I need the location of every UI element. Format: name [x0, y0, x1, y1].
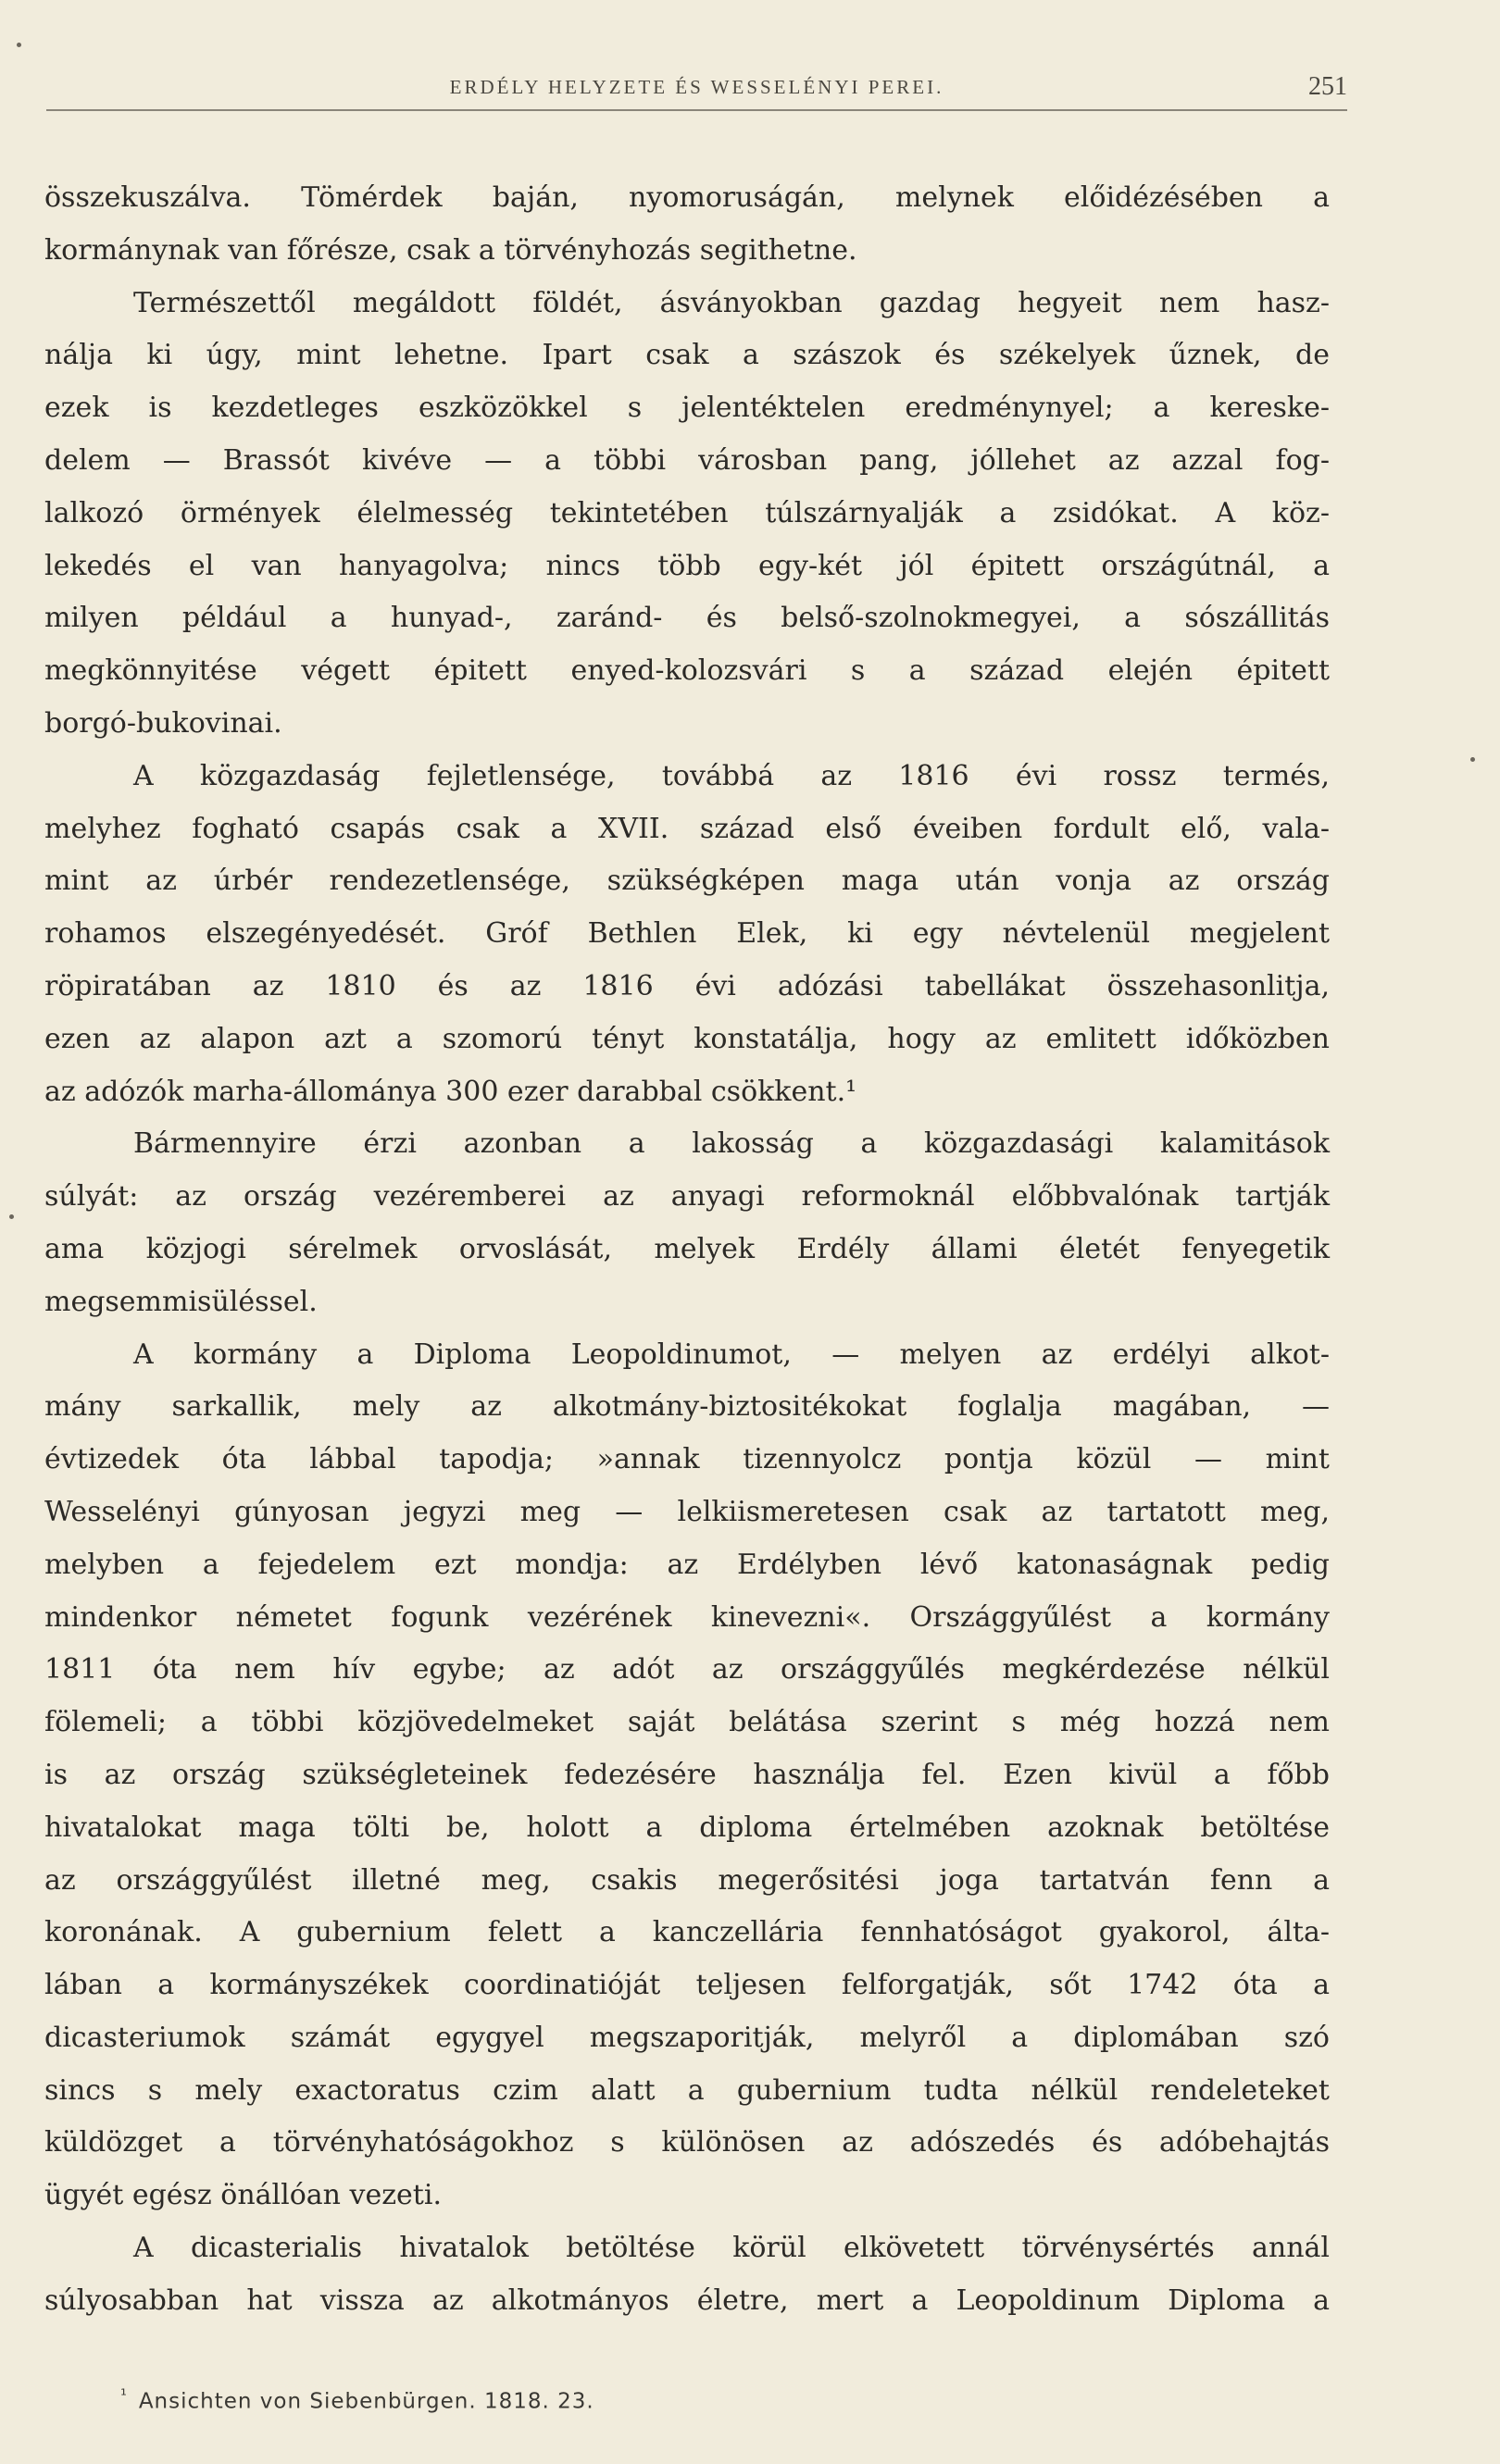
text-line: megkönnyitése végett épitett enyed-kolozsvári s a század elején épitett	[44, 654, 1330, 688]
text-line: az adózók marha-állománya 300 ezer darabbal csökkent.¹	[44, 1075, 857, 1108]
text-line: A kormány a Diploma Leopoldinumot, — melyen az erdélyi alkot-	[133, 1338, 1330, 1371]
text-line: küldözget a törvényhatóságokhoz s különösen az adószedés és adóbehajtás	[44, 2126, 1330, 2159]
text-line: dicasteriumok számát egygyel megszaporitják, melyről a diplomában szó	[44, 2021, 1330, 2054]
footnote	[120, 2386, 594, 2414]
text-line: sincs s mely exactoratus czim alatt a gubernium tudta nélkül rendeleteket	[44, 2073, 1330, 2107]
paper-speck	[9, 1214, 14, 1219]
text-line: melyben a fejedelem ezt mondja: az Erdélyben lévő katonaságnak pedig	[44, 1548, 1330, 1581]
text-line: Természettől megáldott földét, ásványokban gazdag hegyeit nem hasz-	[133, 286, 1330, 319]
text-line: fölemeli; a többi közjövedelmeket saját belátása szerint s még hozzá nem	[44, 1706, 1330, 1739]
text-line: az országgyűlést illetné meg, csakis megerősitési joga tartatván fenn a	[44, 1863, 1330, 1897]
text-line: lalkozó örmények élelmesség tekintetében túlszárnyalják a zsidókat. A köz-	[44, 496, 1330, 529]
text-line: kormánynak van főrésze, csak a törvényhozás segithetne.	[44, 233, 857, 267]
text-line: delem — Brassót kivéve — a többi városban pang, jóllehet az azzal fog-	[44, 443, 1330, 477]
text-line: évtizedek óta lábbal tapodja; »annak tizennyolcz pontja közül — mint	[44, 1443, 1330, 1476]
text-line: Bármennyire érzi azonban a lakosság a közgazdasági kalamitások	[133, 1127, 1330, 1161]
page-number: 251	[1308, 72, 1347, 101]
text-line: A közgazdaság fejletlensége, továbbá az 1816 évi rossz termés,	[133, 759, 1330, 792]
text-line: mint az úrbér rendezetlensége, szükségképen maga után vonja az ország	[44, 865, 1330, 898]
text-line: lekedés el van hanyagolva; nincs több egy-két jól épitett országútnál, a	[44, 549, 1330, 582]
text-line: ügyét egész önállóan vezeti.	[44, 2179, 442, 2212]
text-line: súlyát: az ország vezéremberei az anyagi reformoknál előbbvalónak tartják	[44, 1180, 1330, 1213]
text-line: megsemmisüléssel.	[44, 1285, 318, 1318]
text-line: A dicasterialis hivatalok betöltése körül elkövetett törvénysértés annál	[133, 2232, 1330, 2265]
text-line: borgó-bukovinai.	[44, 706, 282, 740]
paper-speck	[1470, 757, 1475, 762]
page-header	[46, 72, 1347, 111]
text-line: nálja ki úgy, mint lehetne. Ipart csak a szászok és székelyek űznek, de	[44, 339, 1330, 372]
footnote-text: Ansichten von Siebenbürgen. 1818. 23.	[138, 2389, 594, 2414]
text-line: lában a kormányszékek coordinatióját teljesen felforgatják, sőt 1742 óta a	[44, 1969, 1330, 2002]
body-text	[44, 172, 1330, 2328]
text-line: rohamos elszegényedését. Gróf Bethlen Elek, ki egy névtelenül megjelent	[44, 917, 1330, 951]
text-line: súlyosabban hat vissza az alkotmányos életre, mert a Leopoldinum Diploma a	[44, 2284, 1330, 2317]
text-line: ezen az alapon azt a szomorú tényt konstatálja, hogy az emlitett időközben	[44, 1022, 1330, 1055]
footnote-mark: ¹	[120, 2386, 128, 2405]
text-line: koronának. A gubernium felett a kanczellária fennhatóságot gyakorol, álta-	[44, 1916, 1330, 1949]
text-line: röpiratában az 1810 és az 1816 évi adózási tabellákat összehasonlitja,	[44, 969, 1330, 1002]
text-line: ama közjogi sérelmek orvoslását, melyek Erdély állami életét fenyegetik	[44, 1232, 1330, 1265]
text-line: 1811 óta nem hív egybe; az adót az országgyűlés megkérdezése nélkül	[44, 1653, 1330, 1686]
text-line: milyen például a hunyad-, zaránd- és belső-szolnokmegyei, a sószállitás	[44, 602, 1330, 635]
text-line: összekuszálva. Tömérdek baján, nyomoruságán, melynek előidézésében a	[44, 181, 1330, 214]
text-line: Wesselényi gúnyosan jegyzi meg — lelkiismeretesen csak az tartatott meg,	[44, 1495, 1330, 1528]
text-line: hivatalokat maga tölti be, holott a diploma értelmében azoknak betöltése	[44, 1811, 1330, 1844]
running-head: ERDÉLY HELYZETE ÉS WESSELÉNYI PEREI.	[449, 76, 944, 98]
text-line: ezek is kezdetleges eszközökkel s jelentéktelen eredménynyel; a kereske-	[44, 392, 1330, 425]
paper-speck	[17, 43, 21, 47]
text-line: mány sarkallik, mely az alkotmány-biztositékokat foglalja magában, —	[44, 1390, 1330, 1424]
text-line: mindenkor németet fogunk vezérének kinevezni«. Országgyűlést a kormány	[44, 1600, 1330, 1634]
text-line: melyhez fogható csapás csak a XVII. század első éveiben fordult elő, vala-	[44, 812, 1330, 845]
text-line: is az ország szükségleteinek fedezésére használja fel. Ezen kivül a főbb	[44, 1758, 1330, 1791]
